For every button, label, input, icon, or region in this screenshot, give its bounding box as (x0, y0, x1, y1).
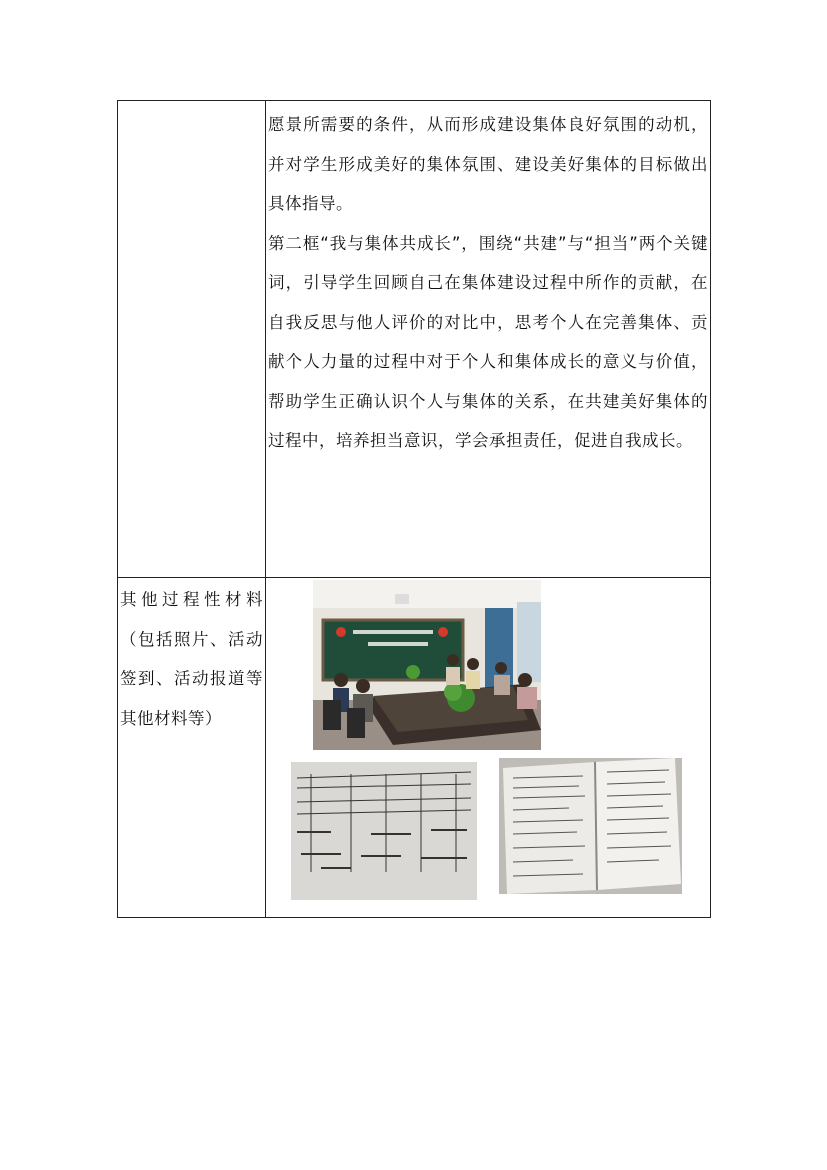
materials-images-cell (266, 578, 711, 918)
content-row (118, 101, 711, 578)
paragraph-1: 愿景所需要的条件，从而形成建设集体良好氛围的动机，并对学生形成美好的集体氛围、建设美好集体的目标做出具体指导。 (268, 115, 708, 213)
content-row-label-cell (118, 101, 266, 578)
record-table (117, 100, 711, 918)
sign-in-sheet-photo (291, 762, 477, 900)
paragraph-2: 第二框“我与集体共成长”，围绕“共建”与“担当”两个关键词，引导学生回顾自己在集体建设过程中所作的贡献，在自我反思与他人评价的对比中，思考个人在完善集体、贡献个人力量的过程中对于个人和集体成长的意义与价值，帮助学生正确认识个人与集体的关系，在共建美好集体的过程中，培养担当意识，学会承担责任，促进自我成长。 (268, 233, 708, 450)
notebook-photo (499, 758, 682, 894)
content-row-text-cell (266, 101, 711, 578)
materials-label-cell (118, 578, 266, 918)
materials-row (118, 578, 711, 918)
materials-label: 其他过程性材料（包括照片、活动签到、活动报道等其他材料等） (120, 590, 263, 728)
meeting-photo (313, 580, 541, 750)
